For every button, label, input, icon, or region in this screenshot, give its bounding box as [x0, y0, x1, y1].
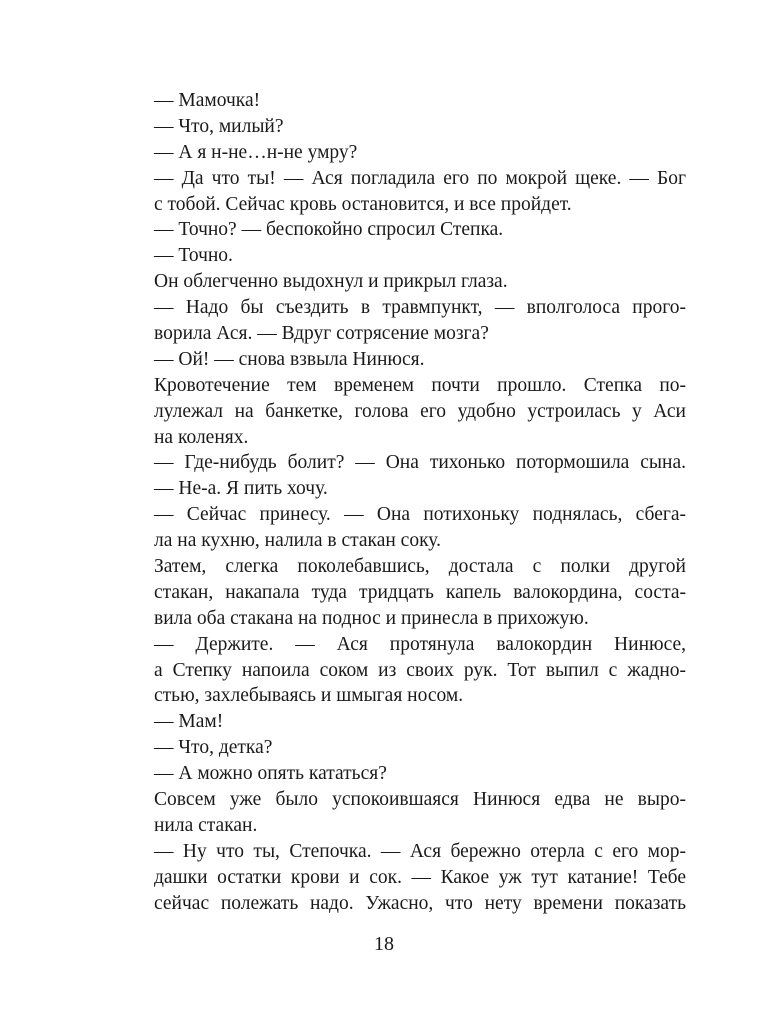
- text-line: ла на кухню, налила в стакан соку.: [154, 530, 441, 552]
- text-line: вила оба стакана на поднос и принесла в прихожую.: [154, 607, 589, 629]
- text-line: ворила Ася. — Вдруг сотрясение мозга?: [154, 323, 489, 345]
- text-line: — Где-нибудь болит? — Она тихонько потормошила сына.: [154, 452, 686, 474]
- text-line: — Ну что ты, Степочка. — Ася бережно отерла с его мор-: [154, 840, 686, 862]
- text-line: — Что, милый?: [154, 115, 284, 137]
- page-text: [154, 88, 686, 917]
- text-line: сейчас полежать надо. Ужасно, что нету времени показать: [154, 892, 686, 914]
- text-line: — Не-а. Я пить хочу.: [154, 478, 328, 500]
- text-line: Он облегченно выдохнул и прикрыл глаза.: [154, 271, 508, 293]
- text-line: — Надо бы съездить в травмпункт, — вполголоса прого-: [154, 297, 686, 319]
- text-line: — Сейчас принесу. — Она потихоньку поднялась, сбега-: [154, 504, 686, 526]
- text-line: — Держите. — Ася протянула валокордин Нинюсе,: [154, 633, 686, 655]
- text-line: — А я н-не…н-не умру?: [154, 141, 358, 163]
- text-line: — Точно? — беспокойно спросил Степка.: [154, 219, 504, 241]
- text-line: с тобой. Сейчас кровь остановится, и все пройдет.: [154, 193, 572, 215]
- text-line: — Мам!: [154, 711, 224, 733]
- text-line: — Мамочка!: [154, 90, 261, 111]
- text-line: Затем, слегка поколебавшись, достала с полки другой: [154, 556, 686, 578]
- text-line: — Да что ты! — Ася погладила его по мокрой щеке. — Бог: [154, 167, 686, 189]
- text-line: — Точно.: [154, 245, 233, 267]
- text-line: дашки остатки крови и сок. — Какое уж тут катание! Тебе: [154, 866, 686, 888]
- page-number: 18: [374, 933, 394, 955]
- text-line: — Ой! — снова взвыла Нинюся.: [154, 348, 425, 370]
- text-line: стью, захлебываясь и шмыгая носом.: [154, 685, 464, 707]
- text-line: стакан, накапала туда тридцать капель валокордина, соста-: [154, 581, 686, 603]
- text-line: Кровотечение тем временем почти прошло. Степка по-: [154, 374, 686, 396]
- text-line: — А можно опять кататься?: [154, 763, 387, 785]
- text-line: Совсем уже было успокоившаяся Нинюся едва не выро-: [154, 789, 686, 811]
- text-line: нила стакан.: [154, 814, 258, 836]
- text-line: а Степку напоила соком из своих рук. Тот выпил с жадно-: [154, 659, 686, 681]
- text-line: на коленях.: [154, 426, 249, 448]
- text-line: лулежал на банкетке, голова его удобно устроилась у Аси: [154, 400, 686, 422]
- text-line: — Что, детка?: [154, 737, 273, 759]
